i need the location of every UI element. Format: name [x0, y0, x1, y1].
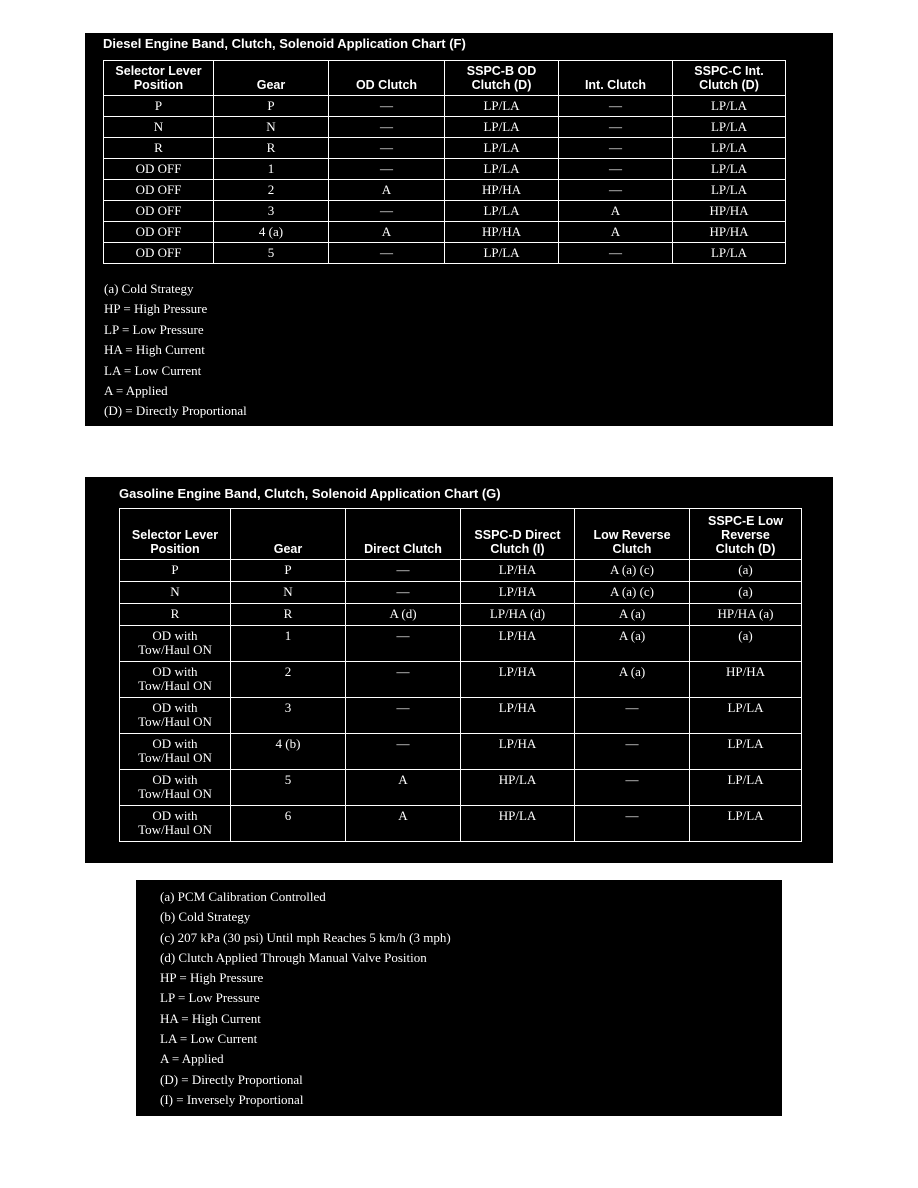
table-cell: LP/HA	[461, 698, 575, 734]
table-cell: HP/HA	[445, 222, 559, 243]
table-row	[120, 626, 802, 662]
table-cell: 6	[231, 806, 346, 842]
table-cell: —	[329, 138, 445, 159]
column-header: Gear	[231, 509, 346, 560]
table-cell: LP/LA	[445, 159, 559, 180]
table-cell: LP/HA	[461, 582, 575, 604]
table-cell: LP/LA	[445, 96, 559, 117]
table-cell: LP/LA	[673, 180, 786, 201]
table-cell: OD with Tow/Haul ON	[120, 698, 231, 734]
gasoline-chart-panel	[85, 477, 833, 863]
table-cell: HP/HA	[673, 222, 786, 243]
table-cell: —	[575, 770, 690, 806]
note-item: HP = High Pressure	[104, 301, 208, 317]
gasoline-application-table	[119, 508, 802, 842]
diesel-table-body	[104, 96, 786, 264]
table-cell: P	[231, 560, 346, 582]
table-cell: —	[346, 734, 461, 770]
table-cell: —	[559, 96, 673, 117]
table-cell: A	[329, 222, 445, 243]
table-cell: OD with Tow/Haul ON	[120, 734, 231, 770]
table-row	[104, 159, 786, 180]
table-cell: LP/HA (d)	[461, 604, 575, 626]
table-cell: LP/LA	[690, 734, 802, 770]
table-cell: LP/HA	[461, 560, 575, 582]
table-cell: LP/LA	[673, 243, 786, 264]
table-row	[104, 96, 786, 117]
note-item: LP = Low Pressure	[104, 321, 204, 337]
table-cell: —	[559, 159, 673, 180]
table-cell: —	[575, 734, 690, 770]
table-row	[104, 117, 786, 138]
note-item: (c) 207 kPa (30 psi) Until mph Reaches 5 km/h (3 mph)	[160, 929, 451, 945]
table-cell: N	[231, 582, 346, 604]
table-cell: LP/LA	[445, 138, 559, 159]
column-header: SSPC-D Direct Clutch (I)	[461, 509, 575, 560]
note-item: LA = Low Current	[160, 1031, 258, 1047]
note-item: (d) Clutch Applied Through Manual Valve Position	[160, 949, 427, 965]
table-cell: 2	[214, 180, 329, 201]
table-cell: OD with Tow/Haul ON	[120, 806, 231, 842]
table-cell: (a)	[690, 560, 802, 582]
note-item: (D) = Directly Proportional	[104, 403, 247, 419]
table-cell: LP/LA	[690, 698, 802, 734]
table-row	[104, 138, 786, 159]
table-cell: LP/LA	[445, 117, 559, 138]
table-cell: OD OFF	[104, 159, 214, 180]
table-cell: HP/HA	[690, 662, 802, 698]
diesel-notes	[104, 279, 247, 422]
table-cell: 5	[214, 243, 329, 264]
table-cell: N	[104, 117, 214, 138]
table-row	[104, 180, 786, 201]
table-cell: LP/LA	[445, 243, 559, 264]
note-item: A = Applied	[160, 1051, 224, 1067]
table-cell: LP/LA	[690, 806, 802, 842]
table-cell: A (d)	[346, 604, 461, 626]
table-row	[104, 243, 786, 264]
table-cell: LP/LA	[673, 96, 786, 117]
table-cell: —	[346, 698, 461, 734]
table-cell: 4 (a)	[214, 222, 329, 243]
note-item: LP = Low Pressure	[160, 990, 260, 1006]
table-row	[104, 201, 786, 222]
table-cell: N	[214, 117, 329, 138]
table-row	[120, 560, 802, 582]
table-cell: 3	[214, 201, 329, 222]
table-cell: HP/LA	[461, 770, 575, 806]
table-cell: R	[214, 138, 329, 159]
table-cell: LP/HA	[461, 662, 575, 698]
table-row	[120, 734, 802, 770]
column-header: Low Reverse Clutch	[575, 509, 690, 560]
gasoline-chart-title: Gasoline Engine Band, Clutch, Solenoid Application Chart (G)	[119, 486, 501, 501]
table-cell: A (a) (c)	[575, 582, 690, 604]
column-header: Direct Clutch	[346, 509, 461, 560]
column-header: OD Clutch	[329, 61, 445, 96]
column-header: Int. Clutch	[559, 61, 673, 96]
table-header-row	[104, 61, 786, 96]
table-header-row	[120, 509, 802, 560]
table-cell: A (a)	[575, 604, 690, 626]
diesel-chart-panel	[85, 33, 833, 426]
table-row	[120, 698, 802, 734]
note-item: (I) = Inversely Proportional	[160, 1091, 304, 1107]
table-cell: 2	[231, 662, 346, 698]
column-header: Gear	[214, 61, 329, 96]
table-cell: 3	[231, 698, 346, 734]
table-cell: —	[575, 698, 690, 734]
table-cell: N	[120, 582, 231, 604]
table-cell: A	[559, 222, 673, 243]
table-cell: LP/HA	[461, 626, 575, 662]
column-header: SSPC-C Int. Clutch (D)	[673, 61, 786, 96]
table-cell: —	[346, 626, 461, 662]
table-cell: 5	[231, 770, 346, 806]
table-row	[120, 662, 802, 698]
table-cell: LP/LA	[690, 770, 802, 806]
table-cell: A (a)	[575, 626, 690, 662]
table-cell: OD with Tow/Haul ON	[120, 662, 231, 698]
table-cell: —	[329, 96, 445, 117]
table-cell: P	[214, 96, 329, 117]
table-cell: —	[329, 243, 445, 264]
table-cell: LP/LA	[673, 138, 786, 159]
table-cell: OD OFF	[104, 222, 214, 243]
table-cell: HP/HA	[673, 201, 786, 222]
table-cell: HP/HA (a)	[690, 604, 802, 626]
table-cell: —	[575, 806, 690, 842]
gasoline-table-body	[120, 560, 802, 842]
table-cell: R	[231, 604, 346, 626]
table-cell: OD with Tow/Haul ON	[120, 770, 231, 806]
table-cell: A	[559, 201, 673, 222]
table-cell: R	[104, 138, 214, 159]
table-cell: —	[329, 117, 445, 138]
column-header: Selector Lever Position	[120, 509, 231, 560]
table-cell: LP/HA	[461, 734, 575, 770]
table-cell: A	[346, 770, 461, 806]
column-header: SSPC-B OD Clutch (D)	[445, 61, 559, 96]
table-cell: R	[120, 604, 231, 626]
table-row	[120, 770, 802, 806]
note-item: A = Applied	[104, 383, 168, 399]
note-item: LA = Low Current	[104, 362, 202, 378]
note-item: (D) = Directly Proportional	[160, 1071, 303, 1087]
column-header: Selector Lever Position	[104, 61, 214, 96]
table-cell: —	[346, 582, 461, 604]
table-cell: A (a)	[575, 662, 690, 698]
table-cell: —	[559, 117, 673, 138]
table-cell: P	[104, 96, 214, 117]
note-item: HP = High Pressure	[160, 970, 264, 986]
table-cell: P	[120, 560, 231, 582]
note-item: HA = High Current	[104, 342, 205, 358]
table-cell: A (a) (c)	[575, 560, 690, 582]
table-cell: LP/LA	[445, 201, 559, 222]
table-cell: —	[346, 560, 461, 582]
table-cell: OD OFF	[104, 201, 214, 222]
table-cell: 1	[214, 159, 329, 180]
gasoline-notes-panel	[136, 880, 782, 1116]
table-cell: (a)	[690, 582, 802, 604]
table-cell: LP/LA	[673, 159, 786, 180]
table-cell: OD OFF	[104, 180, 214, 201]
table-cell: A	[329, 180, 445, 201]
note-item: (a) Cold Strategy	[104, 281, 194, 296]
diesel-chart-title: Diesel Engine Band, Clutch, Solenoid Application Chart (F)	[103, 36, 466, 51]
table-cell: 4 (b)	[231, 734, 346, 770]
table-cell: HP/LA	[461, 806, 575, 842]
table-row	[120, 582, 802, 604]
table-cell: —	[346, 662, 461, 698]
table-row	[120, 604, 802, 626]
table-row	[120, 806, 802, 842]
table-cell: HP/HA	[445, 180, 559, 201]
table-cell: —	[559, 243, 673, 264]
column-header: SSPC-E Low Reverse Clutch (D)	[690, 509, 802, 560]
note-item: HA = High Current	[160, 1010, 261, 1026]
table-cell: OD with Tow/Haul ON	[120, 626, 231, 662]
table-row	[104, 222, 786, 243]
note-item: (b) Cold Strategy	[160, 909, 251, 925]
table-cell: LP/LA	[673, 117, 786, 138]
gasoline-notes	[160, 887, 451, 1110]
table-cell: —	[329, 159, 445, 180]
table-cell: OD OFF	[104, 243, 214, 264]
note-item: (a) PCM Calibration Controlled	[160, 889, 326, 904]
table-cell: A	[346, 806, 461, 842]
table-cell: —	[559, 138, 673, 159]
table-cell: (a)	[690, 626, 802, 662]
table-cell: 1	[231, 626, 346, 662]
diesel-application-table	[103, 60, 786, 264]
table-cell: —	[329, 201, 445, 222]
table-cell: —	[559, 180, 673, 201]
